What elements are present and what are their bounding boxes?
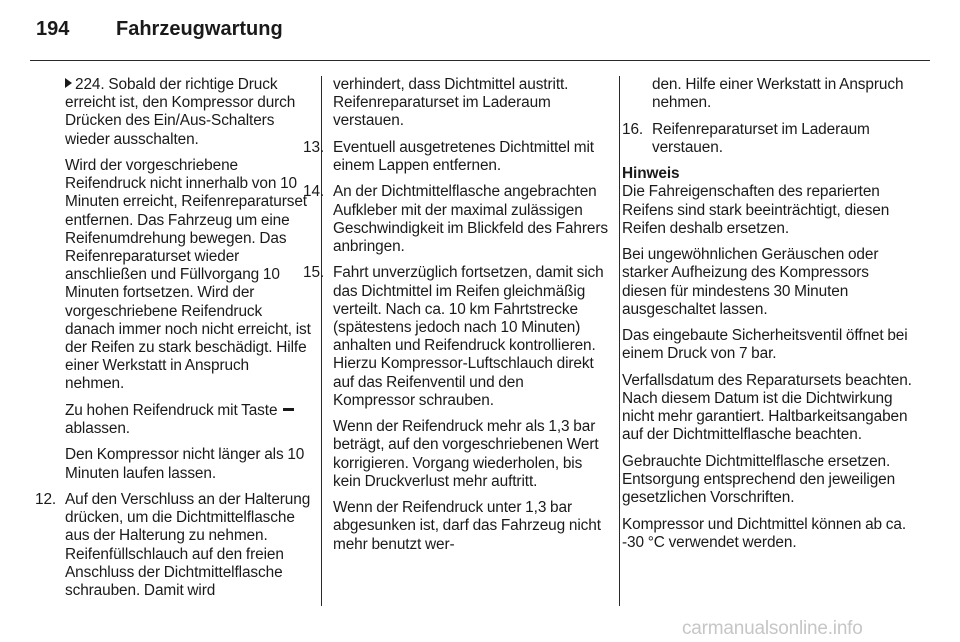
paragraph: Zu hohen Reifendruck mit Taste ablassen. [65,402,311,438]
paragraph: Wenn der Reifendruck mehr als 1,3 bar beträgt, auf den vorgeschriebenen Wert korrigieren. Vorgang wiederholen, bis kein Druckverlust mehr auftritt. [333,418,599,490]
paragraph: den. Hilfe einer Werkstatt in Anspruch nehmen. [652,76,904,112]
list-number: 13. [303,138,325,156]
paragraph: Bei ungewöhnlichen Geräuschen oder starker Aufheizung des Kompressors diesen für mindestens 30 Minuten ausgeschaltet lassen. [622,246,879,318]
paragraph: Das eingebaute Sicherheitsventil öffnet bei einem Druck von 7 bar. [622,327,908,363]
page-number: 194 [36,18,70,40]
paragraph: Verfallsdatum des Reparatursets beachten. Nach diesem Datum ist die Dichtwirkung nicht mehr garantiert. Haltbarkeitsangaben auf der Dichtmittelflasche beachten. [622,371,912,444]
list-text: Eventuell ausgetretenes Dichtmittel mit einem Lappen entfernen. [333,138,594,174]
paragraph: Den Kompressor nicht länger als 10 Minuten laufen lassen. [65,446,305,482]
paragraph: 224. Sobald der richtige Druck erreicht ist, den Kompressor durch Drücken des Ein/Aus-Schalters wieder ausschalten. [65,76,296,148]
page-reference-icon [65,78,72,88]
list-item [622,121,912,157]
list-text: An der Dichtmittelflasche angebrachten Aufkleber mit der maximal zulässigen Geschwindigkeit im Blickfeld des Fahrers anbringen. [333,183,608,255]
paragraph: Kompressor und Dichtmittel können ab ca. -30 °C verwendet werden. [622,515,907,551]
list-item [303,138,609,175]
text-column-1 [35,76,311,608]
minus-button-icon [283,408,294,411]
list-text: Fahrt unverzüglich fortsetzen, damit sich das Dichtmittel im Reifen gleichmäßig verteilt. Nach ca. 10 km Fahrtstrecke (spätestens jedoch nach 10 Minuten) anhalten und Reifendruck kontrollieren. Hierzu Kompressor-Luftschlauch direkt auf das Reifenventil und den Kompressor schrauben. [333,264,604,409]
list-item [303,183,609,256]
text-column-3 [622,76,912,560]
paragraph: verhindert, dass Dichtmittel austritt. Reifenreparaturset im Laderaum verstauen. [333,76,569,130]
paragraph: Die Fahreigenschaften des reparierten Reifens sind stark beeinträchtigt, diesen Reifen deshalb ersetzen. [622,183,890,237]
column-divider [619,76,620,606]
text-column-2 [303,76,609,562]
list-number: 15. [303,264,325,282]
header-rule [30,60,930,61]
list-number: 16. [622,120,644,138]
paragraph: Gebrauchte Dichtmittelflasche ersetzen. Entsorgung entsprechend den jeweiligen gesetzlichen Vorschriften. [622,452,896,507]
watermark: carmanualsonline.info [682,618,863,639]
list-item [35,491,311,600]
paragraph: Wird der vorgeschriebene Reifendruck nicht innerhalb von 10 Minuten erreicht, Reifenreparaturset entfernen. Das Fahrzeug um eine Reifenumdrehung bewegen. Das Reifenreparaturset wieder anschließen und Füllvorgang 10 Minuten fortsetzen. Wird der vorgeschriebene Reifendruck danach immer noch nicht erreicht, ist der Reifen zu stark beschädigt. Hilfe einer Werkstatt in Anspruch nehmen. [65,157,311,393]
list-text: Reifenreparaturset im Laderaum verstauen. [652,120,870,156]
list-number: 14. [303,183,325,201]
hint-label: Hinweis [622,165,680,183]
list-text: Auf den Verschluss an der Halterung drücken, um die Dichtmittelflasche aus der Halterung zu nehmen. Reifenfüllschlauch auf den freien Anschluss der Dichtmittelflasche schrauben. Damit wird [65,491,311,600]
list-number: 12. [35,491,57,509]
paragraph: Wenn der Reifendruck unter 1,3 bar abgesunken ist, darf das Fahrzeug nicht mehr benutzt wer- [333,499,601,553]
list-item [303,264,609,410]
page-title: Fahrzeugwartung [116,18,283,40]
